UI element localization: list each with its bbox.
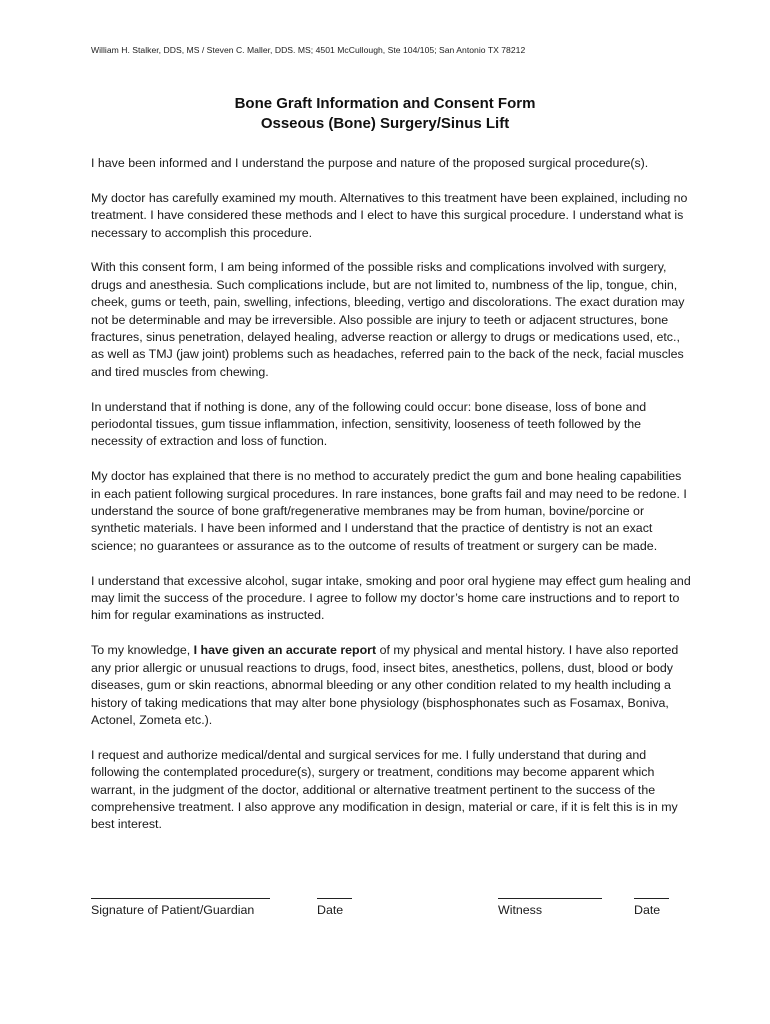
paragraph-risks: With this consent form, I am being informed of the possible risks and complications involved with surgery, drugs and anesthesia. Such complications include, but are not limited to, numbness of the lip, tongue, chin, cheek, gums or teeth, pain, swelling, infections, bleeding, vertigo and discolorations. The exact duration may not be determinable and may be irreversible. Also possible are injury to teeth or adjacent structures, bone fractures, sinus penetration, delayed healing, adverse reaction or allergy to drugs or medications used, etc., as well as TMJ (jaw joint) problems such as headaches, referred pain to the back of the neck, facial muscles and tired muscles from chewing. — [91, 260, 685, 379]
witness-signature-label: Witness — [498, 903, 543, 917]
paragraph-understanding: I have been informed and I understand the purpose and nature of the proposed surgical procedure(s). — [91, 156, 649, 170]
witness-signature-line[interactable] — [498, 884, 602, 899]
paragraph-authorization: I request and authorize medical/dental and surgical services for me. I fully understand that during and following the contemplated procedure(s), surgery or treatment, conditions may become apparent which warrant, in the judgment of the doctor, additional or alternative treatment pertinent to the success of the comprehensive treatment. I also approve any modification in design, material or care, if it is felt this is in my best interest. — [91, 747, 678, 832]
patient-signature-block — [91, 884, 270, 917]
witness-date-line[interactable] — [634, 884, 669, 899]
patient-date-line[interactable] — [317, 884, 352, 899]
paragraph-alternatives: My doctor has carefully examined my mouth. Alternatives to this treatment have been explained, including no treatment. I have considered these methods and I elect to have this surgical procedure. I understand what is necessary to accomplish this procedure. — [91, 190, 688, 240]
history-text-start: To my knowledge, — [91, 643, 194, 658]
paragraph-home-care: I understand that excessive alcohol, sugar intake, smoking and poor oral hygiene may effect gum healing and may limit the success of the procedure. I agree to follow my doctor’s home care instructions and to report to him for regular examinations as instructed. — [91, 573, 691, 623]
consent-body — [91, 155, 691, 851]
practice-header: William H. Stalker, DDS, MS / Steven C. Maller, DDS. MS; 4501 McCullough, Ste 104/105; San Antonio TX 78212 — [91, 45, 526, 55]
witness-date-block — [634, 884, 669, 917]
signature-row — [0, 884, 770, 924]
patient-date-label: Date — [317, 903, 344, 917]
history-text-end: of my physical and mental history. I have also reported any prior allergic or unusual reactions to drugs, food, insect bites, anesthetics, pollens, dust, blood or body diseases, gum or skin reactions, abnormal bleeding or any other condition related to my health including a history of taking medications that may alter bone physiology (bisphosphonates such as Fosamax, Boniva, Actonel, Zometa etc.). — [91, 643, 679, 727]
form-title — [0, 94, 770, 134]
paragraph-no-guarantee: My doctor has explained that there is no method to accurately predict the gum and bone healing capabilities in each patient following surgical procedures. In rare instances, bone grafts fail and may need to be redone. I understand the source of bone graft/regenerative membranes may be from human, bovine/porcine or synthetic materials. I have been informed and I understand that the practice of dentistry is not an exact science; no guarantees or assurance as to the outcome of results of treatment or surgery can be made. — [91, 469, 687, 553]
history-text-bold: I have given an accurate report — [193, 643, 377, 658]
patient-signature-line[interactable] — [91, 884, 270, 899]
form-title-line1: Bone Graft Information and Consent Form — [234, 95, 536, 112]
paragraph-no-treatment: In understand that if nothing is done, any of the following could occur: bone disease, loss of bone and periodontal tissues, gum tissue inflammation, infection, sensitivity, looseness of teeth followed by the necessity of extraction and loss of function. — [91, 399, 647, 449]
form-title-line2: Osseous (Bone) Surgery/Sinus Lift — [260, 115, 510, 132]
patient-signature-label: Signature of Patient/Guardian — [91, 903, 255, 917]
witness-signature-block — [498, 884, 602, 917]
paragraph-medical-history — [91, 642, 691, 729]
witness-date-label: Date — [634, 903, 661, 917]
patient-date-block — [317, 884, 352, 917]
